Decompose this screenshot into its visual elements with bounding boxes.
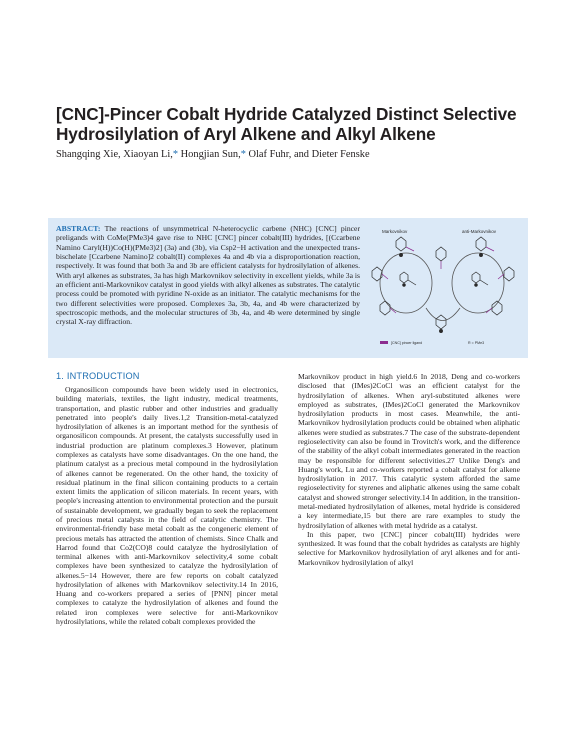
molecule-center-right <box>472 272 488 286</box>
toc-graphic <box>366 223 522 353</box>
connecting-arc <box>426 308 460 321</box>
corresponding-mark[interactable]: * <box>172 149 179 160</box>
molecule-bottom-center <box>436 315 446 333</box>
authors-main: Shangqing Xie, Xiaoyan Li, <box>56 149 173 160</box>
author-sun: Hongjian Sun, <box>178 149 241 160</box>
right-cycle-arrow <box>452 253 504 313</box>
author-list <box>56 148 526 161</box>
legend-swatch <box>380 341 388 344</box>
paper-title: [CNC]-Pincer Cobalt Hydride Catalyzed Distinct Selective Hydrosilylation of Aryl Alkene and Alkyl Alkene <box>56 104 517 144</box>
intro-right-column <box>298 372 520 567</box>
molecule-right <box>498 267 514 281</box>
molecule-top-center <box>436 247 446 269</box>
section-heading-introduction: 1. INTRODUCTION <box>56 371 140 381</box>
abstract-label: ABSTRACT: <box>56 224 101 233</box>
intro-left-column <box>56 385 278 626</box>
molecule-bottom-right <box>486 301 502 315</box>
molecule-left <box>372 267 388 281</box>
molecule-bottom-left <box>380 301 396 315</box>
authors-tail: Olaf Fuhr, and Dieter Fenske <box>245 149 370 160</box>
abstract <box>56 224 360 327</box>
intro-paragraph: In this paper, two [CNC] pincer cobalt(III) hydrides were synthesized. It was found that the cobalt hydrides as catalysts are highly selective for Markovnikov hydrosilylation of aryl alkenes and for anti-Markovnikov hydrosilylation of alkyl <box>298 529 520 567</box>
left-cycle-arrow <box>380 253 432 313</box>
toc-label-left: Markovnikov <box>382 229 408 234</box>
corresponding-mark[interactable]: * <box>240 149 246 160</box>
molecule-center-left <box>400 272 416 286</box>
toc-legend-left: [CNC] pincer ligand <box>391 341 423 345</box>
toc-label-right: anti-Markovnikov <box>462 229 497 234</box>
abstract-body: The reactions of unsymmetrical N-heterocyclic carbene (NHC) [CNC] pincer preligands with CoMe(PMe3)4 gave rise to NHC [CNC] pincer cobalt(III) hydrides, [(Ccarbene Namino Caryl(H))Co(H)(PMe3)2] (3a) and (3b), via Csp2−H activation and the unexpected trans-bischelate [Ccarbene Namino]2 cobalt(II) complexes 4a and 4b via a disproportionation reaction, respectively. It was found that both 3a and 3b are efficient catalysts for hydrosilylation of alkenes. With aryl alkenes as substrates, 3a has high Markovnikov selectivity in excellent yields, while 3a is an efficient anti-Markovnikov catalyst in good yields with alkyl alkenes as substrates. The catalytic process could be promoted with pyridine N-oxide as an initiator. The catalytic mechanisms for the two different selectivities were proposed. Complexes 3a, 3b, 4a, and 4b were characterized by spectroscopic methods, and the molecular structures of 3b, 4a, and 4b were determined by single crystal X-ray diffraction. <box>56 224 360 327</box>
toc-legend-right: R = PMe3 <box>468 341 485 345</box>
intro-paragraph: Organosilicon compounds have been widely used in electronics, building materials, textiles, the light industry, medical treatments, transportation, and plastic rubber and other industries and gradually penetrated into people's daily lives.1,2 Transition-metal-catalyzed hydrosilylation of alkenes is an important method for the synthesis of organosilicon compounds. At present, the catalysts successfully used in industrial production are platinum complexes.3 However, platinum complexes as catalysts have some disadvantages. On the one hand, the platinum catalyst as a precious metal compound in the hydrosilylation of alkenes cannot be regenerated. On the other hand, the toxicity of residual platinum in the final silicon containing products to a certain extent limits the application of silicon materials. In recent years, with people's increasing attention to environmental protection and the pursuit of sustainable development, we gradually began to seek the replacement of precious metal catalysts in the field of catalytic chemistry. The environmental-friendly base metal cobalt as the congeneric element of precious metals has attracted the attention of chemists. Since Chalk and Harrod found that Co2(CO)8 could catalyze the hydrosilylation of terminal alkenes with anti-Markovnikov selectivity,4 some cobalt complexes have been synthesized to catalyze the hydrosilylation of alkenes.5−14 However, there are few reports on cobalt catalyzed hydrosilylation of alkenes with Markovnikov selectivity.14 In 2016, Huang and co-workers prepared a series of [PNN] pincer metal complexes to catalyze the hydrosilylation of alkenes and found the related iron complexes were selective for anti-Markovnikov hydrosilylations, while the related cobalt complexes provided the <box>56 385 278 627</box>
catalytic-cycle-diagram <box>366 223 522 353</box>
intro-paragraph: Markovnikov product in high yield.6 In 2018, Deng and co-workers disclosed that (IMes)2CoCl was an efficient catalyst for the hydrosilylation of alkenes. When aryl-substituted alkenes were employed as substrates, (IMes)2CoCl generated the Markovnikov hydrosilylation products in most cases. Meanwhile, the anti-Markovnikov hydrosilylation products could be obtained when aliphatic alkenes were studied as substrates.7 The case of the substrate-dependent regioselectivity can also be found in Trovitch's work, and the difference of the stability of the alkyl cobalt intermediates generated in the reaction may be responsible for different selectivities.27 Unlike Deng's and Huang's work, Lu and co-workers reported a cobalt catalyst for alkene hydrosilylation in 2017. This catalytic system afforded the same regioselectivity for styrenes and aliphatic alkenes using the same cobalt catalyst and showed stronger selectivity.14 In addition, in the transition-metal-mediated hydrosilylation of alkenes, metal hydride is considered a key intermediate,15 but there are rare examples to study the hydrosilylation of alkenes with metal hydride as a catalyst. <box>298 372 520 530</box>
